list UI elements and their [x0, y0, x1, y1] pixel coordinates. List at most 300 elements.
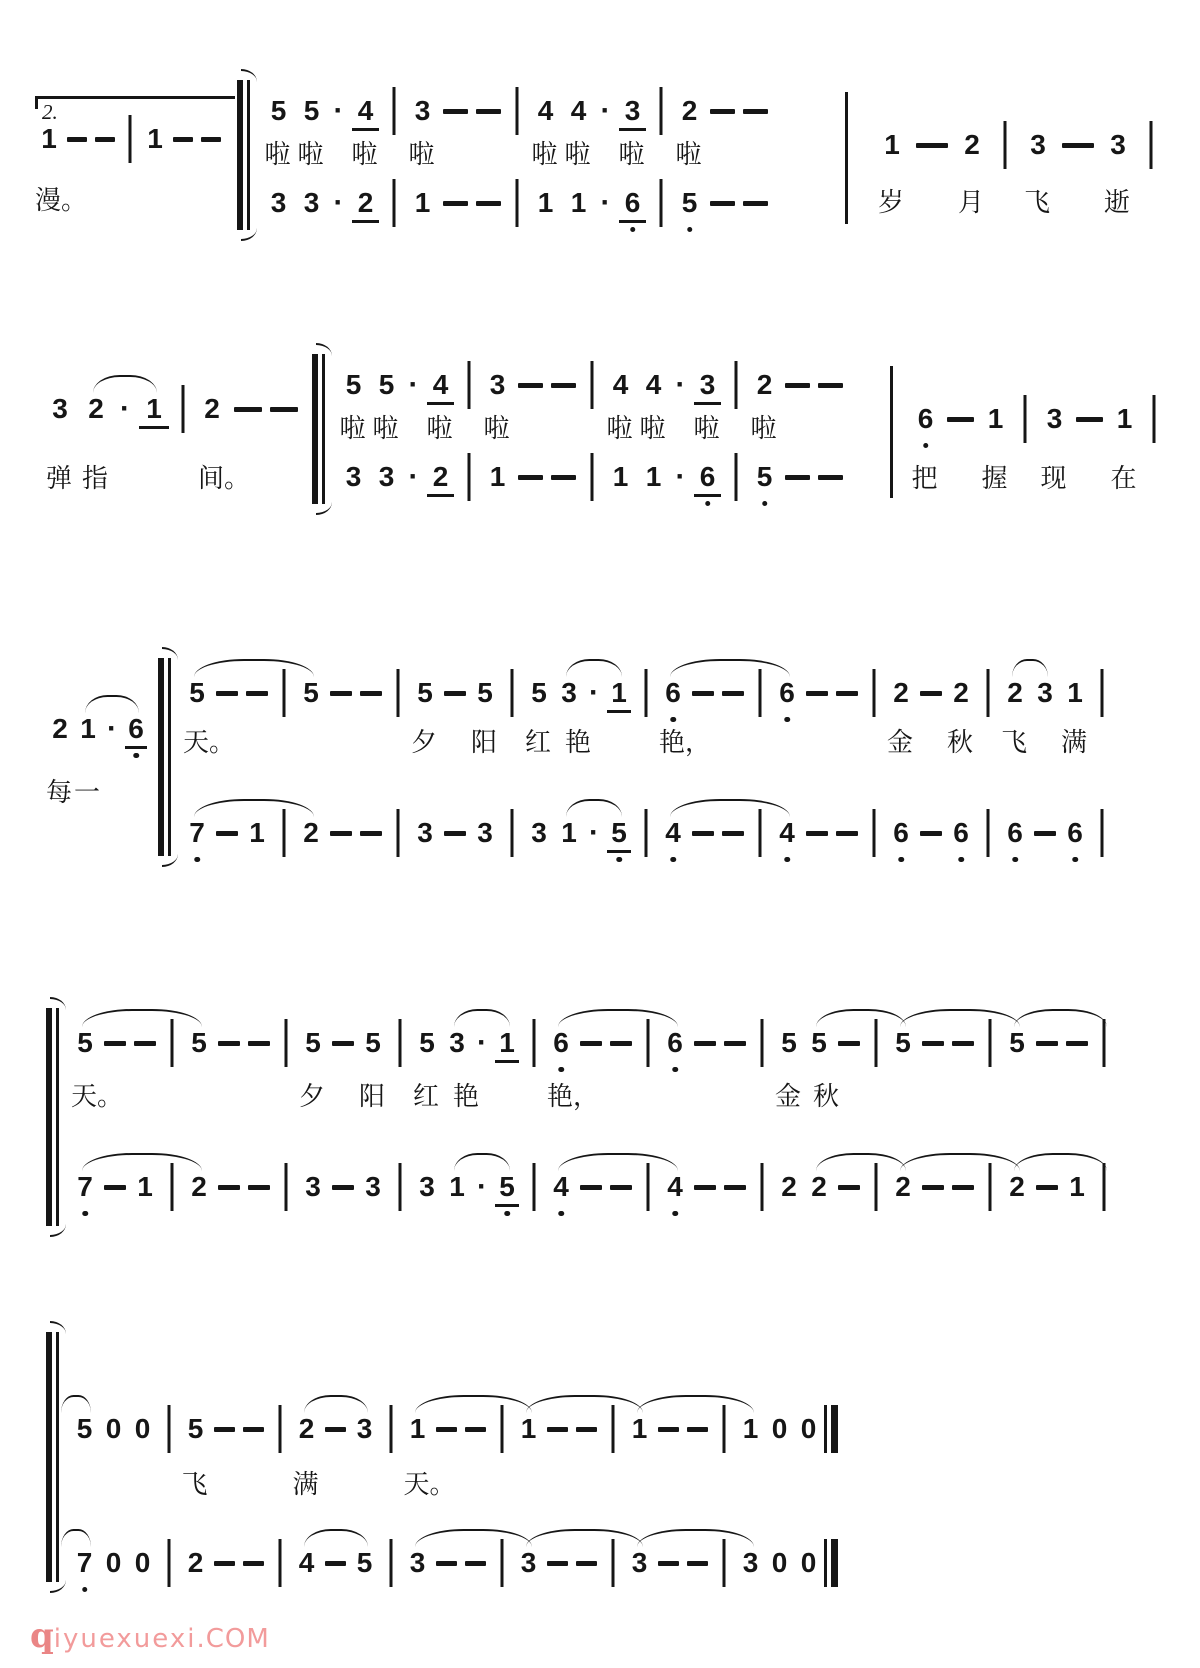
duration-dash [606, 1170, 636, 1204]
note-token [358, 1170, 388, 1204]
slur-arc [82, 1009, 202, 1027]
note-digit: 2 [953, 677, 969, 708]
dash-stroke [922, 1185, 944, 1190]
note-token [358, 1026, 388, 1060]
octave-dot-below [687, 227, 693, 233]
note-token [529, 186, 562, 220]
dash-stroke [743, 109, 768, 114]
barline-stroke [1153, 395, 1156, 443]
note-token [492, 1170, 522, 1204]
barline [157, 1412, 181, 1446]
note-token [184, 1170, 214, 1204]
duration-dash [321, 1546, 350, 1580]
dash-stroke [551, 475, 576, 480]
duration-dash [690, 1026, 720, 1060]
barline-stroke [1004, 121, 1007, 169]
barline [505, 186, 529, 220]
slur-arc [415, 1529, 532, 1547]
duration-dash [832, 676, 862, 710]
note-token [736, 1412, 765, 1446]
dash-stroke [243, 1427, 264, 1432]
dash-stroke [687, 1427, 708, 1432]
note-token [184, 1026, 214, 1060]
barline [634, 676, 658, 710]
duration-dash [948, 1170, 978, 1204]
lyric-syllable: 啦 [408, 140, 435, 170]
duration-dash [1032, 1170, 1062, 1204]
eighth-underline [125, 746, 147, 749]
barline [748, 816, 772, 850]
lyric-syllable: 啦 [264, 140, 291, 170]
dot-after-note [472, 1026, 492, 1060]
barline [976, 816, 1000, 850]
note-token [562, 186, 595, 220]
note-token [337, 460, 370, 494]
slur-arc [93, 375, 157, 393]
note-digit: 3 [742, 1547, 759, 1578]
duration-dash [230, 392, 266, 426]
note-token [70, 1546, 99, 1580]
octave-dot-below [558, 1211, 564, 1217]
double-bar-bottom-hook [241, 228, 257, 241]
note-token [637, 460, 670, 494]
duration-dash [834, 1170, 864, 1204]
barline [978, 1026, 1002, 1060]
barline-stroke [285, 1019, 288, 1067]
note-digit: 1 [1067, 677, 1083, 708]
dash-stroke [806, 691, 828, 696]
note-digit: 5 [811, 1027, 827, 1058]
note-digit: 2 [204, 393, 220, 424]
section-open-double-barline [237, 80, 251, 230]
note-token [888, 1170, 918, 1204]
barline [748, 676, 772, 710]
octave-dot-below [670, 857, 676, 863]
note-token [524, 676, 554, 710]
note-token [554, 676, 584, 710]
note-token [673, 94, 706, 128]
octave-dot-below [1072, 857, 1078, 863]
barline [274, 1170, 298, 1204]
barline [712, 1546, 736, 1580]
barline [386, 816, 410, 850]
duration-dash [814, 460, 847, 494]
barline [386, 676, 410, 710]
barline [272, 816, 296, 850]
note-digit: 6 [665, 677, 681, 708]
duration-dash [543, 1412, 572, 1446]
double-bar-bottom-hook [50, 1224, 66, 1237]
note-digit: 1 [249, 817, 265, 848]
watermark-domain: .COM [196, 1624, 270, 1654]
note-digit: 5 [191, 1027, 207, 1058]
barline-stroke [761, 1163, 764, 1211]
eighth-underline [607, 850, 631, 853]
duration-dash [214, 1026, 244, 1060]
barline [864, 1170, 888, 1204]
dot-glyph: · [333, 186, 344, 219]
dot-glyph: · [107, 712, 117, 745]
dash-stroke [724, 1041, 746, 1046]
note-token [1107, 402, 1142, 436]
section-open-double-barline [312, 354, 326, 504]
double-bar-top-hook [162, 647, 178, 660]
double-bar-thin-stroke [56, 1008, 59, 1226]
slur-arc [670, 799, 790, 817]
double-bar-thin-stroke [56, 1332, 59, 1582]
note-digit: 5 [345, 369, 362, 400]
double-bar-thin-stroke [322, 354, 325, 504]
note-token [403, 1546, 432, 1580]
note-digit: 1 [147, 123, 163, 154]
note-token [637, 368, 670, 402]
duration-dash [326, 676, 356, 710]
duration-dash [514, 368, 547, 402]
double-bar-bottom-hook [316, 502, 332, 515]
barline [864, 1026, 888, 1060]
double-bar-thick-stroke [312, 354, 318, 504]
dash-stroke [360, 691, 382, 696]
watermark [30, 1616, 270, 1656]
note-digit: 0 [800, 1547, 817, 1578]
lyric-syllable: 岁 [878, 188, 905, 218]
note-token [295, 94, 328, 128]
note-token [337, 368, 370, 402]
note-token [691, 460, 724, 494]
note-token [804, 1170, 834, 1204]
note-token [442, 1170, 472, 1204]
barline-stroke [129, 115, 132, 163]
slur-arc [85, 695, 139, 713]
slur-arc [194, 659, 314, 677]
eighth-underline [427, 494, 454, 497]
slur-arc [900, 1153, 1020, 1171]
dash-stroke [360, 831, 382, 836]
note-token [546, 1026, 576, 1060]
note-token [412, 1026, 442, 1060]
note-digit: 3 [419, 1171, 435, 1202]
note-digit: 5 [477, 677, 493, 708]
barline-stroke [399, 1019, 402, 1067]
note-digit: 1 [41, 123, 57, 154]
note-token [1030, 676, 1060, 710]
note-digit: 5 [189, 677, 205, 708]
note-token [908, 402, 943, 436]
duration-dash [1062, 1026, 1092, 1060]
volta-tick [35, 96, 38, 109]
duration-dash [781, 368, 814, 402]
dash-stroke [836, 691, 858, 696]
octave-dot-below [705, 501, 711, 507]
barline [500, 816, 524, 850]
dash-stroke [436, 1427, 457, 1432]
double-bar-thin-stroke [247, 80, 250, 230]
double-bar-top-hook [316, 343, 332, 356]
note-token [136, 392, 172, 426]
duration-dash [214, 1170, 244, 1204]
octave-dot-below [616, 857, 622, 863]
barline [379, 1546, 403, 1580]
note-token [296, 816, 326, 850]
lyric-syllable: 天。 [403, 1470, 456, 1500]
note-digit: 3 [1110, 129, 1126, 160]
note-digit: 1 [499, 1027, 515, 1058]
note-token [349, 94, 382, 128]
barline [712, 1412, 736, 1446]
note-digit: 1 [80, 713, 96, 744]
note-digit: 7 [77, 1171, 93, 1202]
dash-stroke [67, 137, 87, 142]
eighth-underline [427, 402, 454, 405]
note-digit: 3 [365, 1171, 381, 1202]
barline-stroke [511, 809, 514, 857]
note-token [1062, 1170, 1092, 1204]
eighth-underline [495, 1060, 519, 1063]
duration-dash [1058, 128, 1098, 162]
barline-stroke [516, 87, 519, 135]
lyric-syllable: 间。 [198, 464, 251, 494]
note-digit: 4 [357, 95, 374, 126]
octave-dot-below [504, 1211, 510, 1217]
eighth-underline [694, 402, 721, 405]
dash-stroke [444, 691, 466, 696]
duration-dash [472, 186, 505, 220]
duration-dash [244, 1026, 274, 1060]
dot-after-note [584, 816, 604, 850]
lyric-syllable: 满 [292, 1470, 319, 1500]
note-token [1018, 128, 1058, 162]
dot-after-note [403, 460, 424, 494]
duration-dash [210, 1546, 239, 1580]
note-digit: 4 [779, 817, 795, 848]
note-token [1098, 128, 1138, 162]
barline [160, 1026, 184, 1060]
note-token [748, 460, 781, 494]
dot-glyph: · [600, 186, 611, 219]
barline [601, 1412, 625, 1446]
dot-glyph: · [333, 94, 344, 127]
lyric-syllable: 把 [911, 464, 938, 494]
note-digit: 3 [520, 1547, 537, 1578]
duration-dash [321, 1412, 350, 1446]
dash-stroke [248, 1185, 270, 1190]
dash-stroke [518, 383, 543, 388]
barline [268, 1546, 292, 1580]
barline [388, 1026, 412, 1060]
octave-dot-below [558, 1067, 564, 1073]
octave-dot-below [958, 857, 964, 863]
dash-stroke [920, 831, 942, 836]
dash-stroke [722, 831, 744, 836]
note-token [872, 128, 912, 162]
barline [636, 1026, 660, 1060]
lyric-syllable: 金 [775, 1082, 802, 1112]
dot-glyph: · [408, 460, 419, 493]
lyric-syllable: 握 [981, 464, 1008, 494]
duration-dash [912, 128, 952, 162]
note-digit: 0 [800, 1413, 817, 1444]
note-token [262, 186, 295, 220]
note-digit: 1 [146, 393, 162, 424]
eighth-underline [619, 220, 646, 223]
barline [1138, 128, 1164, 162]
note-digit: 6 [699, 461, 716, 492]
barline-stroke [735, 453, 738, 501]
dash-stroke [818, 383, 843, 388]
barline [978, 1170, 1002, 1204]
volta-label: 2. [42, 100, 58, 124]
dash-stroke [547, 1561, 568, 1566]
note-digit: 5 [303, 677, 319, 708]
duration-dash [948, 1026, 978, 1060]
slur-arc [900, 1009, 1020, 1027]
note-digit: 0 [771, 1413, 788, 1444]
note-digit: 5 [270, 95, 287, 126]
duration-dash [706, 94, 739, 128]
lyric-syllable: 月 [958, 188, 985, 218]
note-token [625, 1412, 654, 1446]
dash-stroke [576, 1427, 597, 1432]
duration-dash [918, 1026, 948, 1060]
note-digit: 4 [432, 369, 449, 400]
dash-stroke [173, 137, 193, 142]
duration-dash [326, 816, 356, 850]
lyric-syllable: 在 [1110, 464, 1137, 494]
note-token [774, 1026, 804, 1060]
dot-after-note [403, 368, 424, 402]
note-digit: 4 [570, 95, 587, 126]
lyric-syllable: 夕 [299, 1082, 326, 1112]
note-token [691, 368, 724, 402]
note-digit: 1 [537, 187, 554, 218]
note-digit: 6 [1007, 817, 1023, 848]
dash-stroke [1036, 1185, 1058, 1190]
note-token [424, 368, 457, 402]
lyric-syllable: 啦 [339, 414, 366, 444]
note-digit: 3 [699, 369, 716, 400]
note-digit: 3 [531, 817, 547, 848]
double-bar-thick-stroke [46, 1008, 52, 1226]
note-digit: 5 [611, 817, 627, 848]
duration-dash [547, 368, 580, 402]
barline [457, 460, 481, 494]
dot-after-note [328, 94, 349, 128]
note-token [410, 816, 440, 850]
dot-glyph: · [589, 676, 599, 709]
note-digit: 5 [756, 461, 773, 492]
note-token [296, 676, 326, 710]
dash-stroke [465, 1561, 486, 1566]
octave-dot-below [762, 501, 768, 507]
duration-dash [91, 122, 119, 156]
duration-dash [440, 816, 470, 850]
duration-dash [781, 460, 814, 494]
barline-stroke [645, 809, 648, 857]
note-token [42, 392, 78, 426]
slur-arc [1014, 1153, 1107, 1171]
dash-stroke [610, 1041, 632, 1046]
slur-arc [558, 1153, 678, 1171]
barline [1142, 402, 1166, 436]
rest-token [794, 1546, 823, 1580]
dash-stroke [1062, 143, 1094, 148]
slur-arc [637, 1529, 754, 1547]
dash-stroke [443, 109, 468, 114]
duration-dash [654, 1412, 683, 1446]
duration-dash [432, 1412, 461, 1446]
note-token [350, 1546, 379, 1580]
dot-glyph: · [408, 368, 419, 401]
watermark-prefix: q [30, 1616, 54, 1656]
lyric-syllable: 每 [46, 778, 73, 808]
system-barline [845, 92, 848, 224]
duration-dash [739, 186, 772, 220]
slur-arc [415, 1395, 532, 1413]
barline-stroke [873, 809, 876, 857]
volta-line [35, 96, 235, 99]
duration-dash [461, 1412, 490, 1446]
note-digit: 2 [893, 677, 909, 708]
lyric-syllable: 啦 [606, 414, 633, 444]
barline [522, 1170, 546, 1204]
note-token [349, 186, 382, 220]
dash-stroke [785, 383, 810, 388]
note-token [736, 1546, 765, 1580]
note-digit: 3 [1030, 129, 1046, 160]
barline [268, 1412, 292, 1446]
note-digit: 5 [419, 1027, 435, 1058]
dash-stroke [724, 1185, 746, 1190]
tie-hook [61, 1529, 91, 1547]
barline-stroke [468, 361, 471, 409]
dash-stroke [838, 1041, 860, 1046]
barline [382, 186, 406, 220]
note-token [554, 816, 584, 850]
lyric-syllable: 满 [1061, 728, 1088, 758]
watermark-body: iyuexuexi [53, 1624, 197, 1654]
note-digit: 5 [1009, 1027, 1025, 1058]
barline [272, 676, 296, 710]
note-token [546, 1170, 576, 1204]
note-digit: 2 [1007, 677, 1023, 708]
duration-dash [572, 1412, 601, 1446]
note-digit: 5 [681, 187, 698, 218]
note-token [70, 1412, 99, 1446]
dash-stroke [104, 1041, 126, 1046]
dash-stroke [243, 1561, 264, 1566]
note-token [616, 94, 649, 128]
slur-arc [454, 1009, 510, 1027]
note-token [524, 816, 554, 850]
octave-dot-below [923, 443, 929, 449]
dash-stroke [818, 475, 843, 480]
note-digit: 5 [531, 677, 547, 708]
rest-token [99, 1412, 128, 1446]
section-open-double-barline [46, 1008, 60, 1226]
note-digit: 1 [489, 461, 506, 492]
octave-dot-below [82, 1587, 88, 1593]
barline [274, 1026, 298, 1060]
note-token [424, 460, 457, 494]
note-token [1000, 816, 1030, 850]
dash-stroke [743, 201, 768, 206]
barline [724, 460, 748, 494]
barline-stroke [1024, 395, 1027, 443]
lyric-syllable: 逝 [1104, 188, 1131, 218]
slur-arc [566, 659, 622, 677]
note-digit: 4 [553, 1171, 569, 1202]
lyric-syllable: 啦 [639, 414, 666, 444]
